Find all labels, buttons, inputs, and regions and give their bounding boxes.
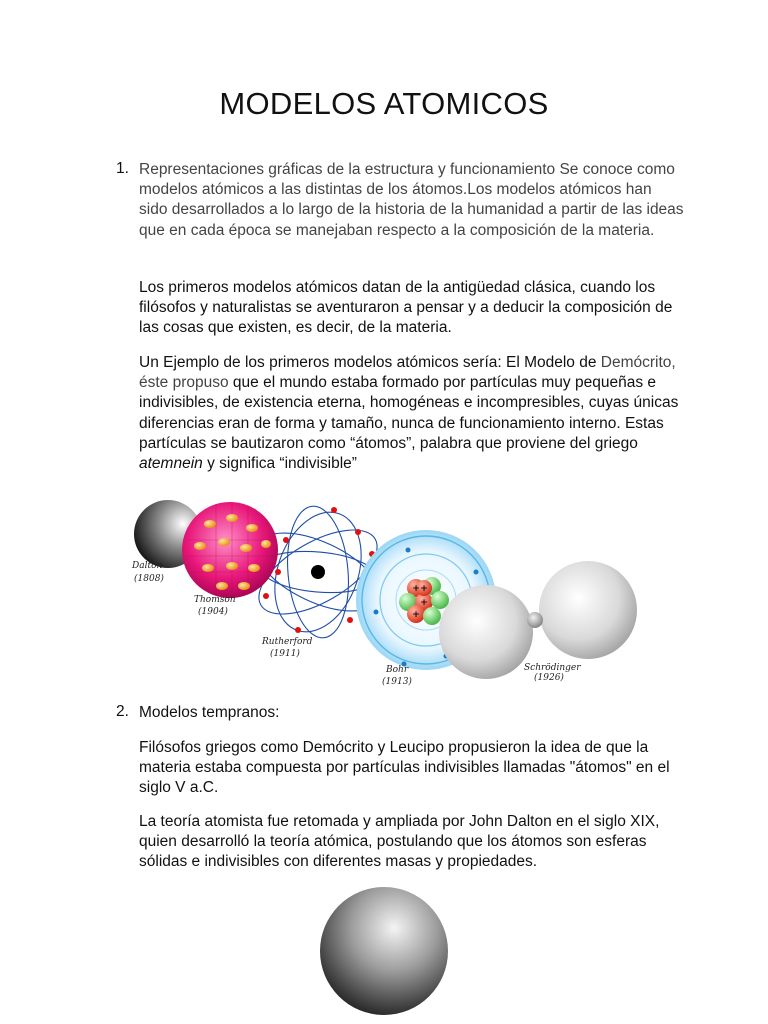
p3-text-democrito: Demócrito, éste propuso bbox=[139, 354, 676, 392]
list-number-1: 1. bbox=[116, 160, 129, 177]
section1-paragraph-3 bbox=[139, 353, 684, 474]
thomson-atom bbox=[182, 502, 278, 598]
label-bohr-year: (1913) bbox=[382, 677, 412, 687]
proton-plus-sign: + bbox=[420, 598, 428, 608]
label-thomson-name: Thomson bbox=[194, 595, 236, 605]
label-thomson-year: (1904) bbox=[198, 607, 228, 617]
label-rutherford-year: (1911) bbox=[270, 649, 300, 659]
section1-paragraph-1: Representaciones gráficas de la estructura y funcionamiento Se conoce como modelos atómicos a las distintas de los átomos.Los modelos atómicos han sido desarrollados a lo largo de la historia de la humanidad a partir de las ideas que en cada época se manejaban respecto a la composición de la materia. bbox=[139, 161, 684, 239]
proton-plus-sign: + bbox=[412, 584, 420, 594]
label-dalton-name: Dalton bbox=[132, 561, 163, 571]
label-schrodinger-name: Schrödinger bbox=[524, 663, 581, 673]
section2-heading: Modelos tempranos: bbox=[139, 704, 280, 721]
atomic-models-illustration bbox=[128, 492, 640, 688]
proton-plus-sign: + bbox=[420, 584, 428, 594]
p3-text-d: y significa “indivisible” bbox=[202, 455, 357, 473]
label-rutherford-name: Rutherford bbox=[262, 637, 313, 647]
label-schrodinger-year: (1926) bbox=[534, 673, 564, 683]
section2-paragraph-2: La teoría atomista fue retomada y ampliada por John Dalton en el siglo XIX, quien desarrolló la teoría atómica, postulando que los átomos son esferas sólidas e indivisibles con diferentes masas y propiedades. bbox=[139, 813, 660, 871]
dalton-sphere-figure bbox=[314, 884, 454, 1024]
label-bohr-name: Bohr bbox=[386, 665, 409, 675]
section2-paragraph-1: Filósofos griegos como Demócrito y Leucipo propusieron la idea de que la materia estaba compuesta por partículas indivisibles llamadas "átomos" en el siglo V a.C. bbox=[139, 739, 670, 797]
p3-text-a: Un Ejemplo de los primeros modelos atómicos sería: El Modelo de bbox=[139, 354, 601, 371]
document-title: MODELOS ATOMICOS bbox=[219, 86, 549, 121]
list-number-2: 2. bbox=[116, 703, 129, 720]
section1-paragraph-2: Los primeros modelos atómicos datan de la antigüedad clásica, cuando los filósofos y naturalistas se aventuraron a pensar y a deducir la composición de las cosas que existen, es decir, de la materia. bbox=[139, 279, 673, 337]
label-dalton-year: (1808) bbox=[134, 574, 164, 584]
proton-plus-sign: + bbox=[412, 610, 420, 620]
p3-text-c: que el mundo estaba formado por partículas muy pequeñas e indivisibles, de existencia eterna, homogéneas e incompresibles, cuyas únicas diferencias eran de forma y tamaño, nunca de funcionamiento interno. Estas partículas se bautizaron como “átomos”, palabra que proviene del griego bbox=[139, 374, 679, 452]
p3-italic-word: atemnein bbox=[139, 455, 203, 473]
